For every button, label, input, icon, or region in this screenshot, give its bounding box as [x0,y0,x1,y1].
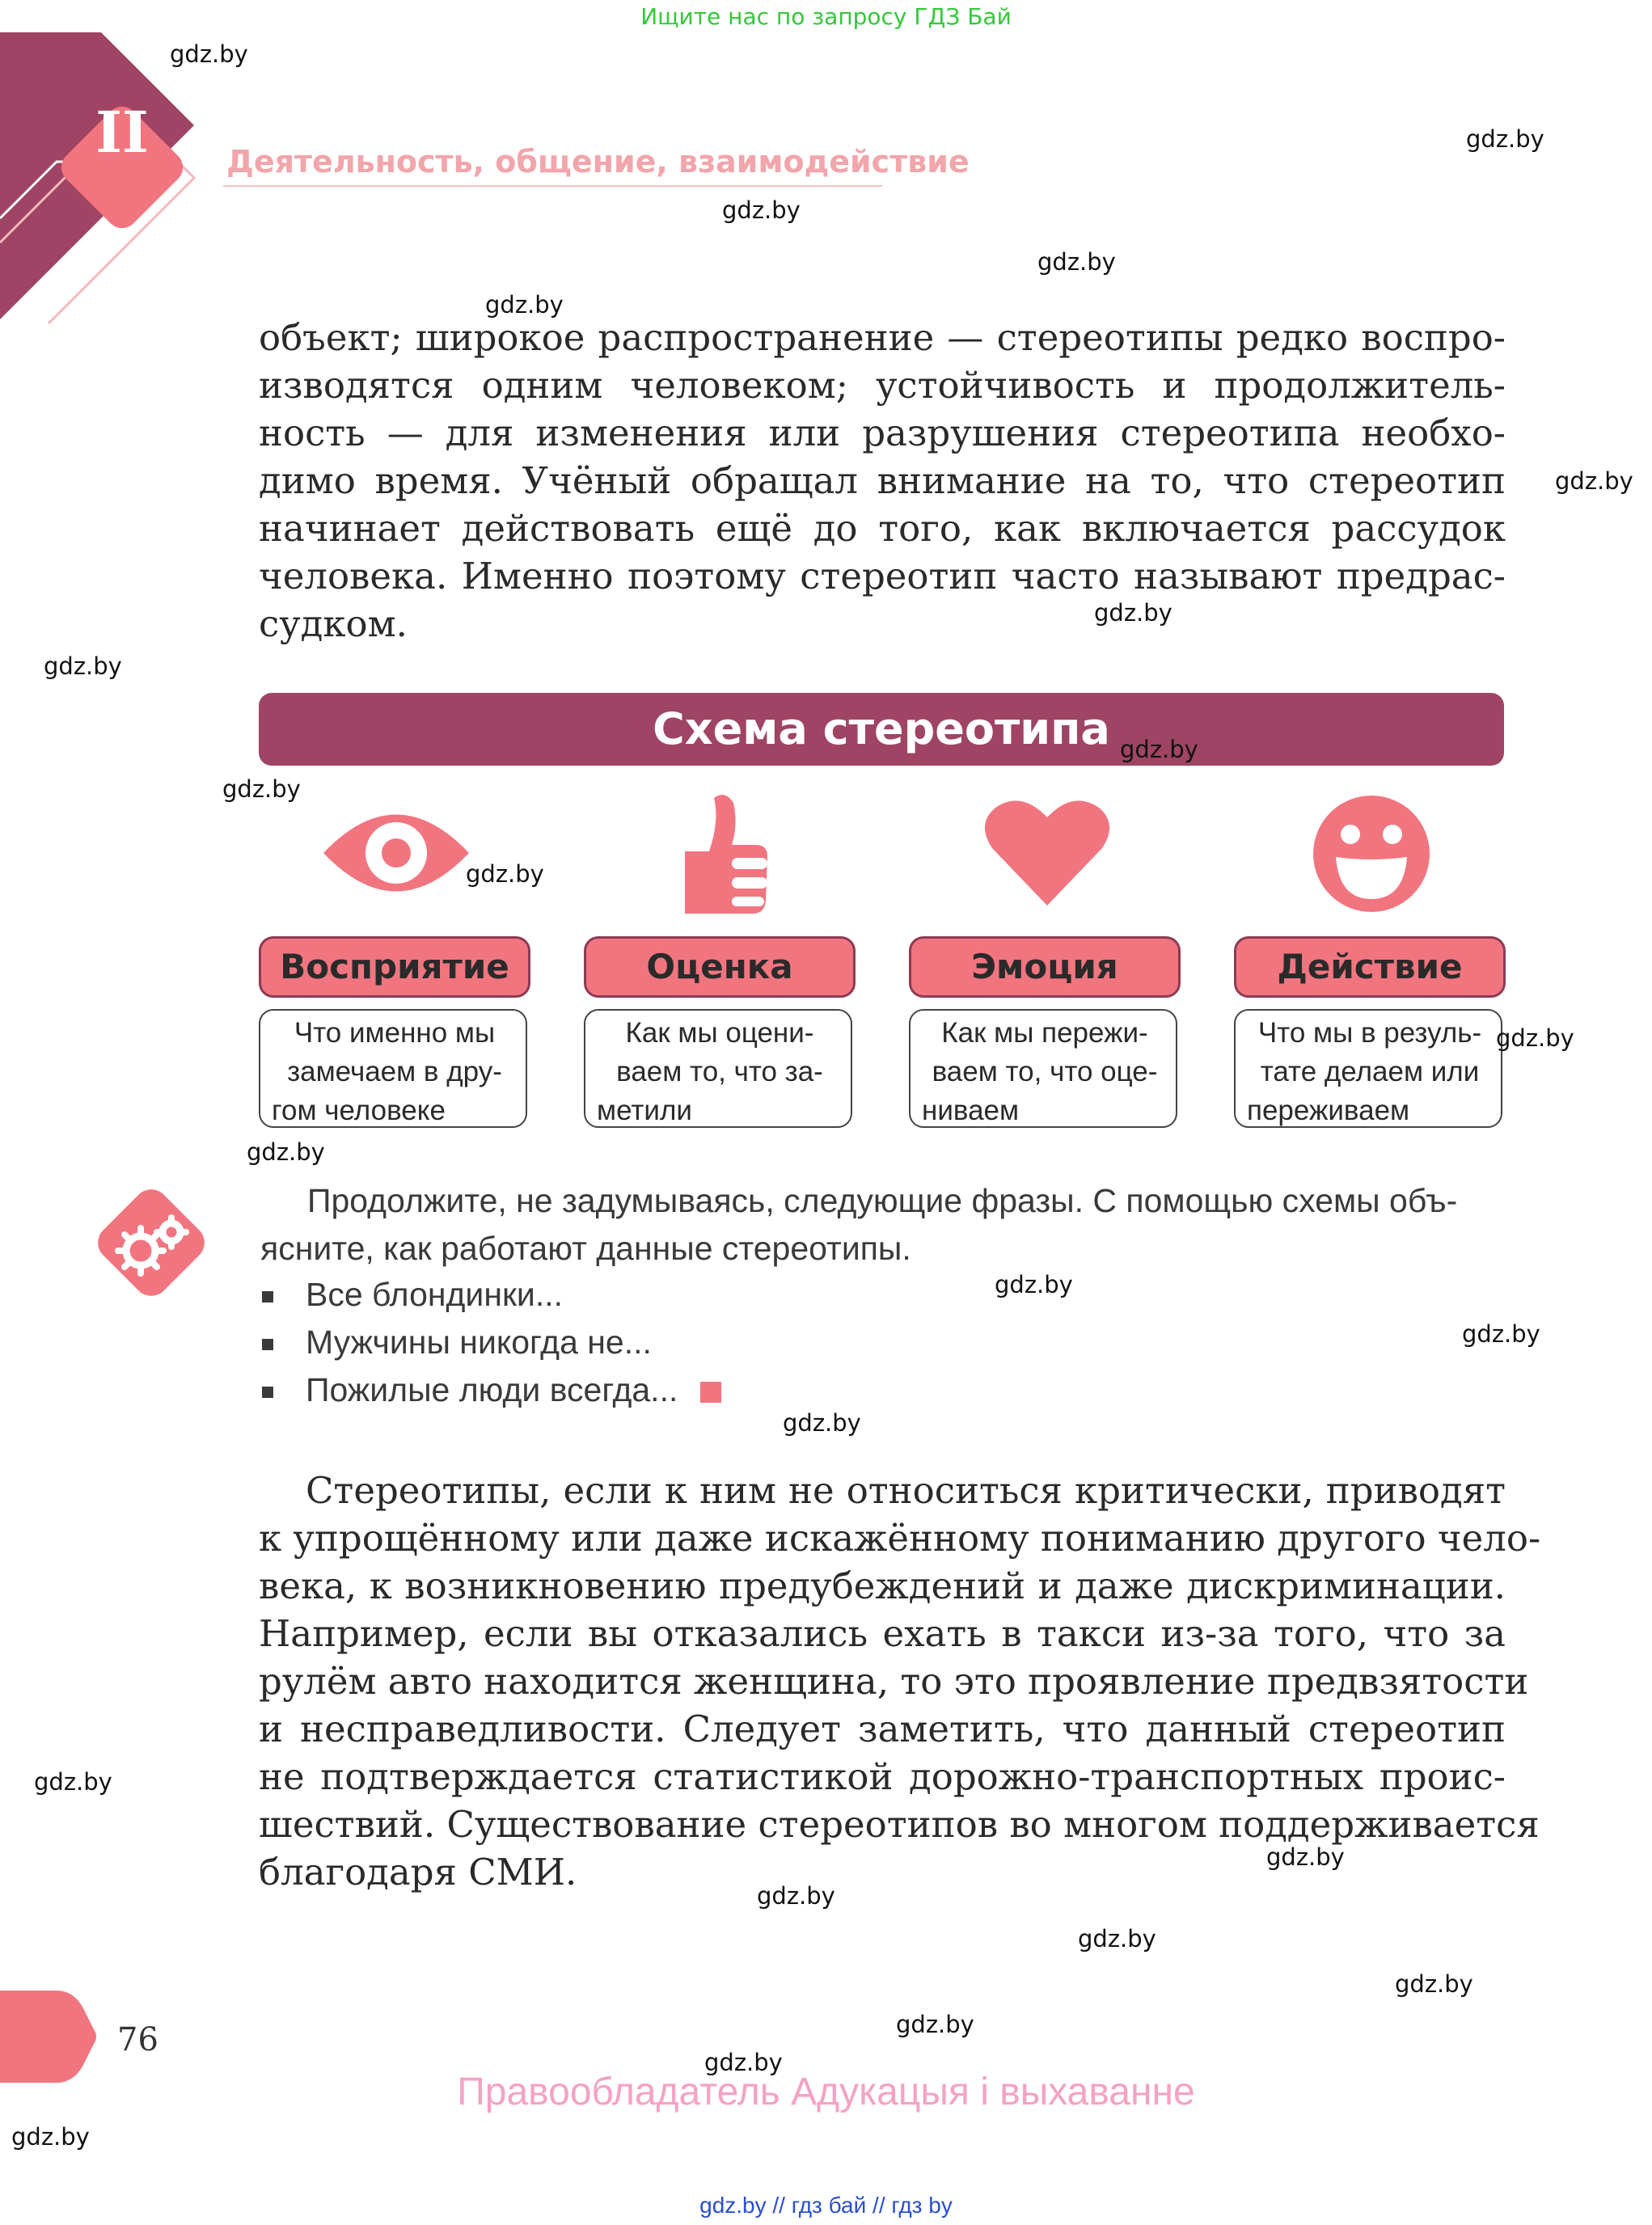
top-search-link[interactable]: Ищите нас по запросу ГДЗ Бай [640,3,1012,30]
task-instructions [260,1177,1504,1273]
desc-line: Что именно мы [294,1017,496,1049]
stage-label-evaluation: Оценка [584,936,856,998]
desc-line: Как мы оцени- [625,1017,814,1049]
chapter-corner-decoration [0,32,275,420]
text-line: Стереотипы, если к ним не относиться критически, приводят [306,1469,1506,1512]
watermark: gdz.by [722,196,801,224]
text-line: судком. [259,602,408,645]
paragraph-stereotype-features [259,314,1506,648]
watermark: gdz.by [466,860,544,888]
list-item-text: Мужчины никогда не... [306,1324,652,1361]
watermark: gdz.by [485,291,564,319]
task-line: ясните, как работают данные стереотипы. [260,1230,911,1267]
watermark: gdz.by [1094,599,1172,627]
desc-line: ваем то, что оце- [932,1056,1158,1087]
text-line: благодаря СМИ. [259,1851,577,1894]
watermark: gdz.by [11,2123,90,2151]
text-line: и несправедливости. Следует заметить, что данный стереотип [259,1708,1506,1750]
desc-line: метили [597,1095,692,1126]
thumbs-up-icon [675,788,772,918]
stage-description-emotion [909,1009,1177,1128]
text-line: начинает действовать ещё до того, как включается рассудок [259,507,1506,550]
task-line: Продолжите, не задумываясь, следующие фразы. С помощью схемы объ- [307,1182,1458,1219]
text-line: димо время. Учёный обращал внимание на то, что стереотип [259,459,1506,502]
stage-description-perception [259,1009,527,1128]
watermark: gdz.by [896,2011,974,2038]
text-line: человека. Именно поэтому стереотип часто называют предрас- [259,555,1506,597]
list-item-text: Все блондинки... [306,1276,563,1313]
copyright-notice: Правообладатель Адукацыя і выхаванне [457,2071,1195,2113]
chapter-number: II [95,99,149,166]
text-line: изводятся одним человеком; устойчивость и продолжитель- [259,364,1506,407]
list-item [262,1371,721,1409]
list-item [262,1276,563,1314]
desc-line: гом человеке [272,1095,446,1126]
stage-label-emotion: Эмоция [909,936,1181,998]
desc-line: тате делаем или [1260,1056,1480,1087]
text-line: рулём авто находится женщина, то это проявление предвзятости [259,1660,1529,1703]
text-line: к упрощённому или даже искажённому пониманию другого чело- [259,1517,1541,1560]
watermark: gdz.by [34,1768,112,1796]
stage-label-perception: Восприятие [259,936,530,998]
chapter-title-underline [223,185,882,187]
stage-description-action [1234,1009,1502,1128]
stage-description-evaluation [584,1009,852,1128]
bullet-marker [262,1339,273,1350]
watermark: gdz.by [783,1409,861,1437]
page-number: 76 [117,2021,158,2058]
desc-line: Что мы в резуль- [1257,1017,1482,1049]
desc-line: замечаем в дру- [287,1056,502,1087]
watermark: gdz.by [1395,1970,1473,1998]
bullet-marker [262,1291,273,1302]
watermark: gdz.by [704,2049,783,2076]
list-item [262,1324,652,1362]
watermark: gdz.by [170,40,248,68]
chapter-title: Деятельность, общение, взаимодействие [226,144,970,179]
bullet-marker [262,1387,273,1398]
desc-line: Как мы пережи- [941,1017,1148,1049]
smiley-icon [1312,794,1431,914]
eye-icon [319,796,473,910]
paragraph-stereotype-consequences [259,1467,1541,1896]
watermark: gdz.by [44,652,122,680]
watermark: gdz.by [1462,1320,1540,1348]
desc-line: ниваем [922,1095,1020,1126]
text-line: века, к возникновению предубеждений и даже дискриминации. [259,1564,1506,1607]
text-line: объект; широкое распространение — стереотипы редко воспро- [259,316,1506,359]
watermark: gdz.by [757,1882,835,1910]
text-line: шествий. Существование стереотипов во многом поддерживается [259,1803,1540,1846]
text-line: Например, если вы отказались ехать в такси из-за того, что за [259,1612,1506,1655]
watermark: gdz.by [1078,1925,1156,1953]
heart-icon [982,796,1112,910]
text-line: ность — для изменения или разрушения стереотипа необхо- [259,412,1506,454]
gears-icon [91,1182,212,1303]
desc-line: ваем то, что за- [616,1056,823,1087]
watermark: gdz.by [995,1271,1073,1298]
list-item-text: Пожилые люди всегда... [306,1371,678,1408]
desc-line: переживаем [1247,1095,1410,1126]
scheme-title: Схема стереотипа [259,693,1504,766]
footer-links[interactable]: gdz.by // гдз бай // гдз by [699,2193,953,2218]
watermark: gdz.by [1466,125,1544,153]
watermark: gdz.by [1266,1843,1345,1871]
task-end-marker [700,1382,721,1403]
watermark: gdz.by [222,775,301,803]
watermark: gdz.by [1120,736,1198,763]
text-line: не подтверждается статистикой дорожно-транспортных проис- [259,1755,1506,1798]
watermark: gdz.by [1555,467,1633,495]
watermark: gdz.by [1496,1024,1574,1052]
stage-label-action: Действие [1234,936,1506,998]
watermark: gdz.by [247,1138,325,1166]
watermark: gdz.by [1037,248,1116,276]
